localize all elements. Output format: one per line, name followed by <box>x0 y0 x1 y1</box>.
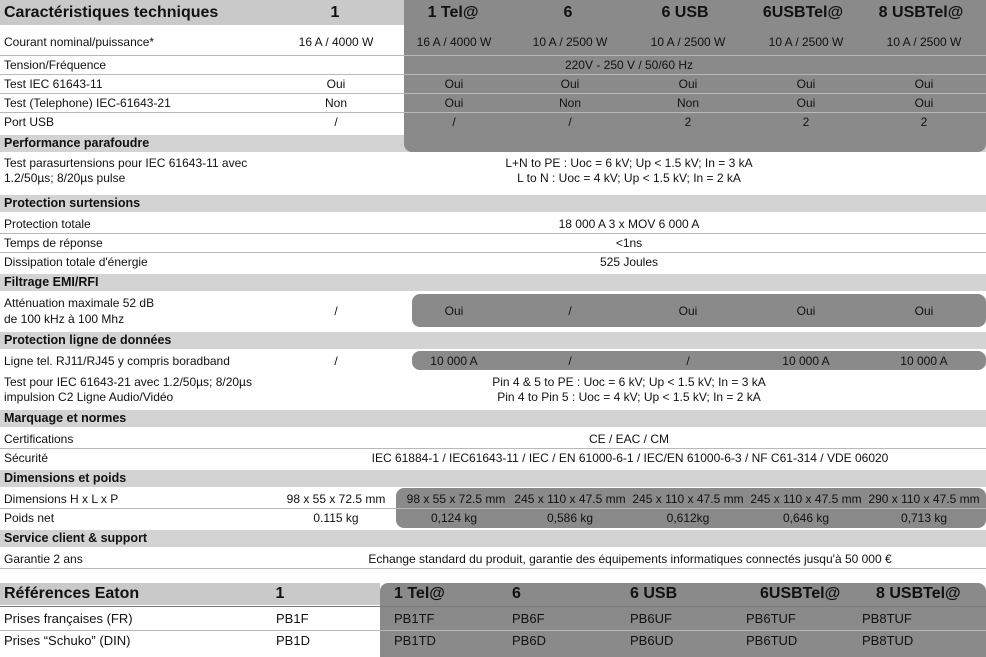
refs-col-6: 6 <box>512 585 521 602</box>
emi-1tel: Oui <box>444 304 464 318</box>
ref-din-6: PB6D <box>512 633 546 648</box>
usb-8usbtel: 2 <box>920 115 928 129</box>
usb-1tel: / <box>452 115 456 129</box>
surge-value-dissipation: 525 Joules <box>599 255 659 269</box>
usb-1: / <box>334 115 338 129</box>
refs-label-din: Prises “Schuko” (DIN) <box>4 633 131 648</box>
refs-col-1tel: 1 Tel@ <box>394 585 445 602</box>
ref-din-6usbtel: PB6TUD <box>746 633 798 648</box>
col-header-6usb: 6 USB <box>661 4 709 21</box>
voltage-value: 220V - 250 V / 50/60 Hz <box>564 58 694 72</box>
weight-6usb: 0,612kg <box>666 511 710 525</box>
current-6: 10 A / 2500 W <box>532 35 608 49</box>
refs-col-6usbtel: 6USBTel@ <box>760 585 841 602</box>
ref-fr-6: PB6F <box>512 611 545 626</box>
section-title-dataline: Protection ligne de données <box>4 333 172 347</box>
hlp-6usbtel: 245 x 110 x 47.5 mm <box>750 492 862 506</box>
service-label-warranty: Garantie 2 ans <box>4 552 83 566</box>
iec21-1tel: Oui <box>444 96 464 110</box>
iec21-6: Non <box>558 96 581 110</box>
rj-1: / <box>334 354 338 368</box>
ref-din-6usb: PB6UD <box>630 633 674 648</box>
iec11-8usbtel: Oui <box>914 77 934 91</box>
iec11-6usbtel: Oui <box>796 77 816 91</box>
perf-label-1: Test parasurtensions pour IEC 61643-11 avec <box>4 156 248 170</box>
dims-label-weight: Poids net <box>4 511 55 525</box>
marking-label-security: Sécurité <box>4 451 49 465</box>
col-header-1: 1 <box>330 4 340 21</box>
ref-din-1: PB1D <box>276 633 310 648</box>
weight-8usbtel: 0,713 kg <box>900 511 948 525</box>
weight-6: 0,586 kg <box>546 511 594 525</box>
refs-label-fr: Prises françaises (FR) <box>4 611 133 626</box>
surge-label-response: Temps de réponse <box>4 236 103 250</box>
weight-6usbtel: 0,646 kg <box>782 511 830 525</box>
dataline-test-label-2: impulsion C2 Ligne Audio/Vidéo <box>4 390 174 404</box>
rj-6usb: / <box>686 354 690 368</box>
current-6usb: 10 A / 2500 W <box>650 35 726 49</box>
row-label-voltage: Tension/Fréquence <box>4 58 107 72</box>
row-label-current: Courant nominal/puissance* <box>4 35 155 49</box>
rj-6: / <box>568 354 572 368</box>
emi-8usbtel: Oui <box>914 304 934 318</box>
usb-6usb: 2 <box>684 115 692 129</box>
surge-label-dissipation: Dissipation totale d'énergie <box>4 255 148 269</box>
emi-1: / <box>334 304 338 318</box>
iec21-8usbtel: Oui <box>914 96 934 110</box>
usb-6usbtel: 2 <box>802 115 810 129</box>
ref-fr-1: PB1F <box>276 611 309 626</box>
perf-value-1: L+N to PE : Uoc = 6 kV; Up < 1.5 kV; In = 3 kA <box>505 156 753 170</box>
perf-label-2: 1.2/50µs; 8/20µs pulse <box>4 171 126 185</box>
emi-6: / <box>568 304 572 318</box>
dims-label-hlp: Dimensions H x L x P <box>4 492 119 506</box>
row-label-iec21: Test (Telephone) IEC-61643-21 <box>4 96 171 110</box>
current-6usbtel: 10 A / 2500 W <box>768 35 844 49</box>
hlp-6: 245 x 110 x 47.5 mm <box>514 492 626 506</box>
perf-value-2: L to N : Uoc = 4 kV; Up < 1.5 kV; In = 2 kA <box>517 171 741 185</box>
section-marking <box>0 410 986 427</box>
service-value-warranty: Echange standard du produit, garantie des équipements informatiques connectés jusqu'à 50 000 € <box>368 552 892 566</box>
current-8usbtel: 10 A / 2500 W <box>886 35 962 49</box>
marking-value-cert: CE / EAC / CM <box>588 432 669 446</box>
ref-din-8usbtel: PB8TUD <box>862 633 914 648</box>
ref-din-1tel: PB1TD <box>394 633 436 648</box>
section-service <box>0 530 986 547</box>
refs-col-8usbtel: 8 USBTel@ <box>876 585 961 602</box>
marking-label-cert: Certifications <box>4 432 74 446</box>
dataline-test-label-1: Test pour IEC 61643-21 avec 1.2/50µs; 8/20µs <box>4 375 252 389</box>
col-header-8usbtel: 8 USBTel@ <box>878 4 964 21</box>
hlp-1: 98 x 55 x 72.5 mm <box>286 492 386 506</box>
surge-label-total: Protection totale <box>4 217 91 231</box>
dataline-test-value-2: Pin 4 to Pin 5 : Uoc = 4 kV; Up < 1.5 kV; In = 2 kA <box>497 390 761 404</box>
dataline-label-rj: Ligne tel. RJ11/RJ45 y compris boradband <box>4 354 230 368</box>
row-label-iec11: Test IEC 61643-11 <box>4 77 103 91</box>
current-1tel: 16 A / 4000 W <box>416 35 492 49</box>
current-1: 16 A / 4000 W <box>298 35 374 49</box>
ref-fr-6usb: PB6UF <box>630 611 672 626</box>
iec11-6: Oui <box>560 77 580 91</box>
surge-value-response: <1ns <box>615 236 643 250</box>
ref-fr-1tel: PB1TF <box>394 611 435 626</box>
col-header-1tel: 1 Tel@ <box>427 4 479 21</box>
rj-1tel: 10 000 A <box>430 354 478 368</box>
section-title-dims: Dimensions et poids <box>4 471 127 485</box>
section-title-emi: Filtrage EMI/RFI <box>4 275 99 289</box>
hlp-6usb: 245 x 110 x 47.5 mm <box>632 492 744 506</box>
hlp-1tel: 98 x 55 x 72.5 mm <box>406 492 506 506</box>
dark-band-spec <box>404 0 986 152</box>
section-dims <box>0 470 986 487</box>
emi-6usb: Oui <box>678 304 698 318</box>
col-header-6: 6 <box>563 4 573 21</box>
section-title-service: Service client & support <box>4 531 148 545</box>
ref-fr-6usbtel: PB6TUF <box>746 611 796 626</box>
refs-col-1: 1 <box>275 585 285 602</box>
weight-1: 0.115 kg <box>313 511 359 525</box>
section-title-perf: Performance parafoudre <box>4 136 150 150</box>
emi-label-1: Atténuation maximale 52 dB <box>4 296 155 310</box>
section-title-surge: Protection surtensions <box>4 196 141 210</box>
iec11-6usb: Oui <box>678 77 698 91</box>
emi-6usbtel: Oui <box>796 304 816 318</box>
weight-1tel: 0,124 kg <box>430 511 478 525</box>
iec21-6usbtel: Oui <box>796 96 816 110</box>
spec-title: Caractéristiques techniques <box>4 4 219 21</box>
section-title-marking: Marquage et normes <box>4 411 127 425</box>
row-label-usb: Port USB <box>4 115 55 129</box>
emi-label-2: de 100 kHz à 100 Mhz <box>4 312 125 326</box>
iec11-1: Oui <box>326 77 346 91</box>
usb-6: / <box>568 115 572 129</box>
col-header-6usbtel: 6USBTel@ <box>762 4 844 21</box>
refs-title: Références Eaton <box>4 585 140 602</box>
dataline-test-value-1: Pin 4 & 5 to PE : Uoc = 6 kV; Up < 1.5 kV; In = 3 kA <box>492 375 766 389</box>
refs-col-6usb: 6 USB <box>630 585 678 602</box>
iec21-1: Non <box>324 96 347 110</box>
section-emi <box>0 274 986 291</box>
iec11-1tel: Oui <box>444 77 464 91</box>
section-surge <box>0 195 986 212</box>
ref-fr-8usbtel: PB8TUF <box>862 611 912 626</box>
marking-value-security: IEC 61884-1 / IEC61643-11 / IEC / EN 61000-6-1 / IEC/EN 61000-6-3 / NF C61-314 / VDE 06020 <box>371 451 889 465</box>
rj-8usbtel: 10 000 A <box>900 354 948 368</box>
hlp-8usbtel: 290 x 110 x 47.5 mm <box>868 492 980 506</box>
rj-6usbtel: 10 000 A <box>782 354 830 368</box>
surge-value-total: 18 000 A 3 x MOV 6 000 A <box>558 217 700 231</box>
iec21-6usb: Non <box>676 96 699 110</box>
